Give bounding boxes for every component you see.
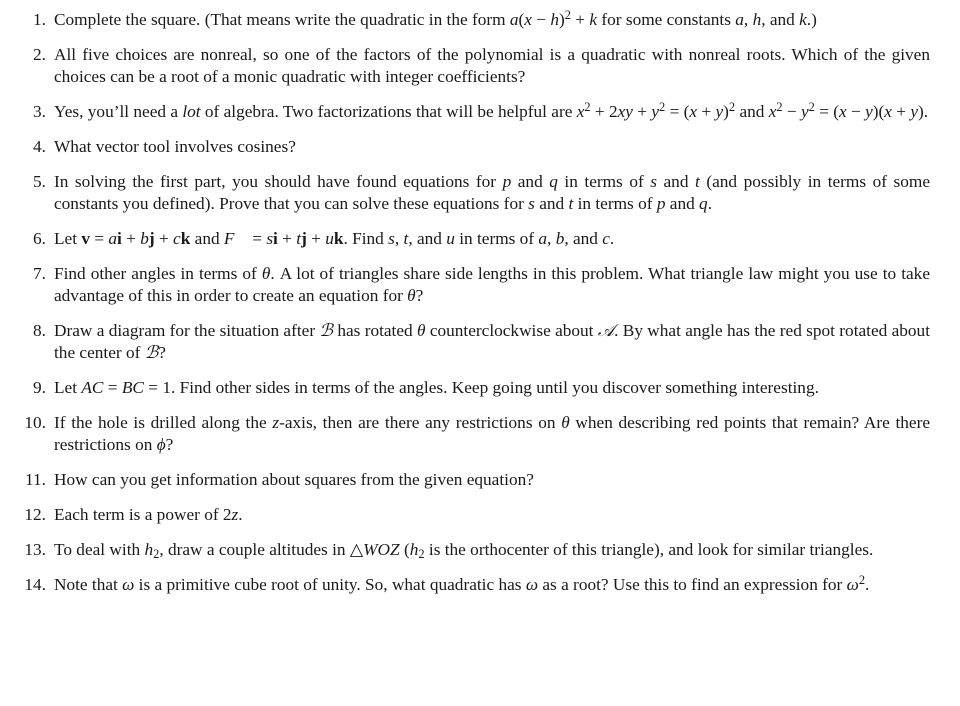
hint-item bbox=[18, 412, 930, 456]
hint-number: 5. bbox=[33, 172, 46, 191]
hint-text: Note that ω is a primitive cube root of unity. So, what quadratic has ω as a root? Use this to find an expression for $\omega^2$. bbox=[54, 572, 870, 594]
hint-item bbox=[18, 263, 930, 307]
hint-item bbox=[18, 377, 930, 399]
hint-number: 8. bbox=[33, 321, 46, 340]
hint-number: 12. bbox=[24, 505, 46, 524]
hint-number: 2. bbox=[33, 45, 46, 64]
hint-text: Find other angles in terms of θ. A lot of triangles share side lengths in this problem. What triangle law might you use to take advantage of this in order to create an equation for θ? bbox=[54, 264, 930, 305]
hint-text: To deal with $h_2$, draw a couple altitudes in △WOZ ($h_2$ is the orthocenter of this triangle), and look for similar triangles. bbox=[54, 540, 874, 562]
hint-text: How can you get information about squares from the given equation? bbox=[54, 470, 534, 489]
hint-text: Yes, you’ll need a lot of algebra. Two factorizations that will be helpful are $x^2 + 2xy + y^2 = (x + y)^2$ and $x^2 - y^2 = (x - y)(x + y)$. bbox=[54, 99, 929, 121]
hint-text: In solving the first part, you should have found equations for p and q in terms of s and t (and possibly in terms of some constants you defined). Prove that you can solve these equations for s and t in terms of p and q. bbox=[54, 172, 931, 213]
hint-number: 14. bbox=[24, 575, 46, 594]
hint-number: 6. bbox=[33, 229, 46, 248]
hint-item bbox=[18, 136, 930, 158]
hint-text: All five choices are nonreal, so one of the factors of the polynomial is a quadratic with nonreal roots. Which of the given choices can be a root of a monic quadratic with integer coefficients? bbox=[54, 45, 930, 86]
hint-text: Complete the square. (That means write the quadratic in the form $a(x - h)^2 + k$ for some constants a, h, and k.) bbox=[54, 7, 817, 29]
hint-number: 11. bbox=[25, 470, 46, 489]
hint-text: If the hole is drilled along the z-axis, then are there any restrictions on θ when describing red points that remain? Are there restrictions on ϕ? bbox=[54, 413, 931, 454]
hint-item bbox=[18, 44, 930, 88]
hint-item bbox=[18, 504, 930, 526]
hint-number: 3. bbox=[33, 102, 46, 121]
hint-text: Let v = ai + bj + ck and F⃗ = si + tj + uk. Find s, t, and u in terms of a, b, and c. bbox=[54, 229, 615, 248]
hint-number: 9. bbox=[33, 378, 46, 397]
hint-item bbox=[18, 171, 930, 215]
hint-item bbox=[18, 574, 930, 596]
hint-text: What vector tool involves cosines? bbox=[54, 137, 296, 156]
hint-number: 10. bbox=[24, 413, 46, 432]
hint-number: 4. bbox=[33, 137, 46, 156]
hint-item bbox=[18, 469, 930, 491]
hint-item bbox=[18, 228, 930, 250]
hint-list bbox=[18, 9, 930, 596]
hint-text: Each term is a power of 2z. bbox=[54, 505, 243, 524]
hint-item bbox=[18, 539, 930, 561]
hint-number: 7. bbox=[33, 264, 46, 283]
hint-number: 13. bbox=[24, 540, 46, 559]
hint-item bbox=[18, 101, 930, 123]
hint-text: Draw a diagram for the situation after ℬ has rotated θ counterclockwise about 𝒜. By what angle has the red spot rotated about the center of ℬ? bbox=[54, 321, 930, 363]
hint-text: Let AC = BC = 1. Find other sides in terms of the angles. Keep going until you discover something interesting. bbox=[54, 378, 819, 397]
hint-item bbox=[18, 9, 930, 31]
hint-number: 1. bbox=[33, 10, 46, 29]
hint-item bbox=[18, 320, 930, 364]
